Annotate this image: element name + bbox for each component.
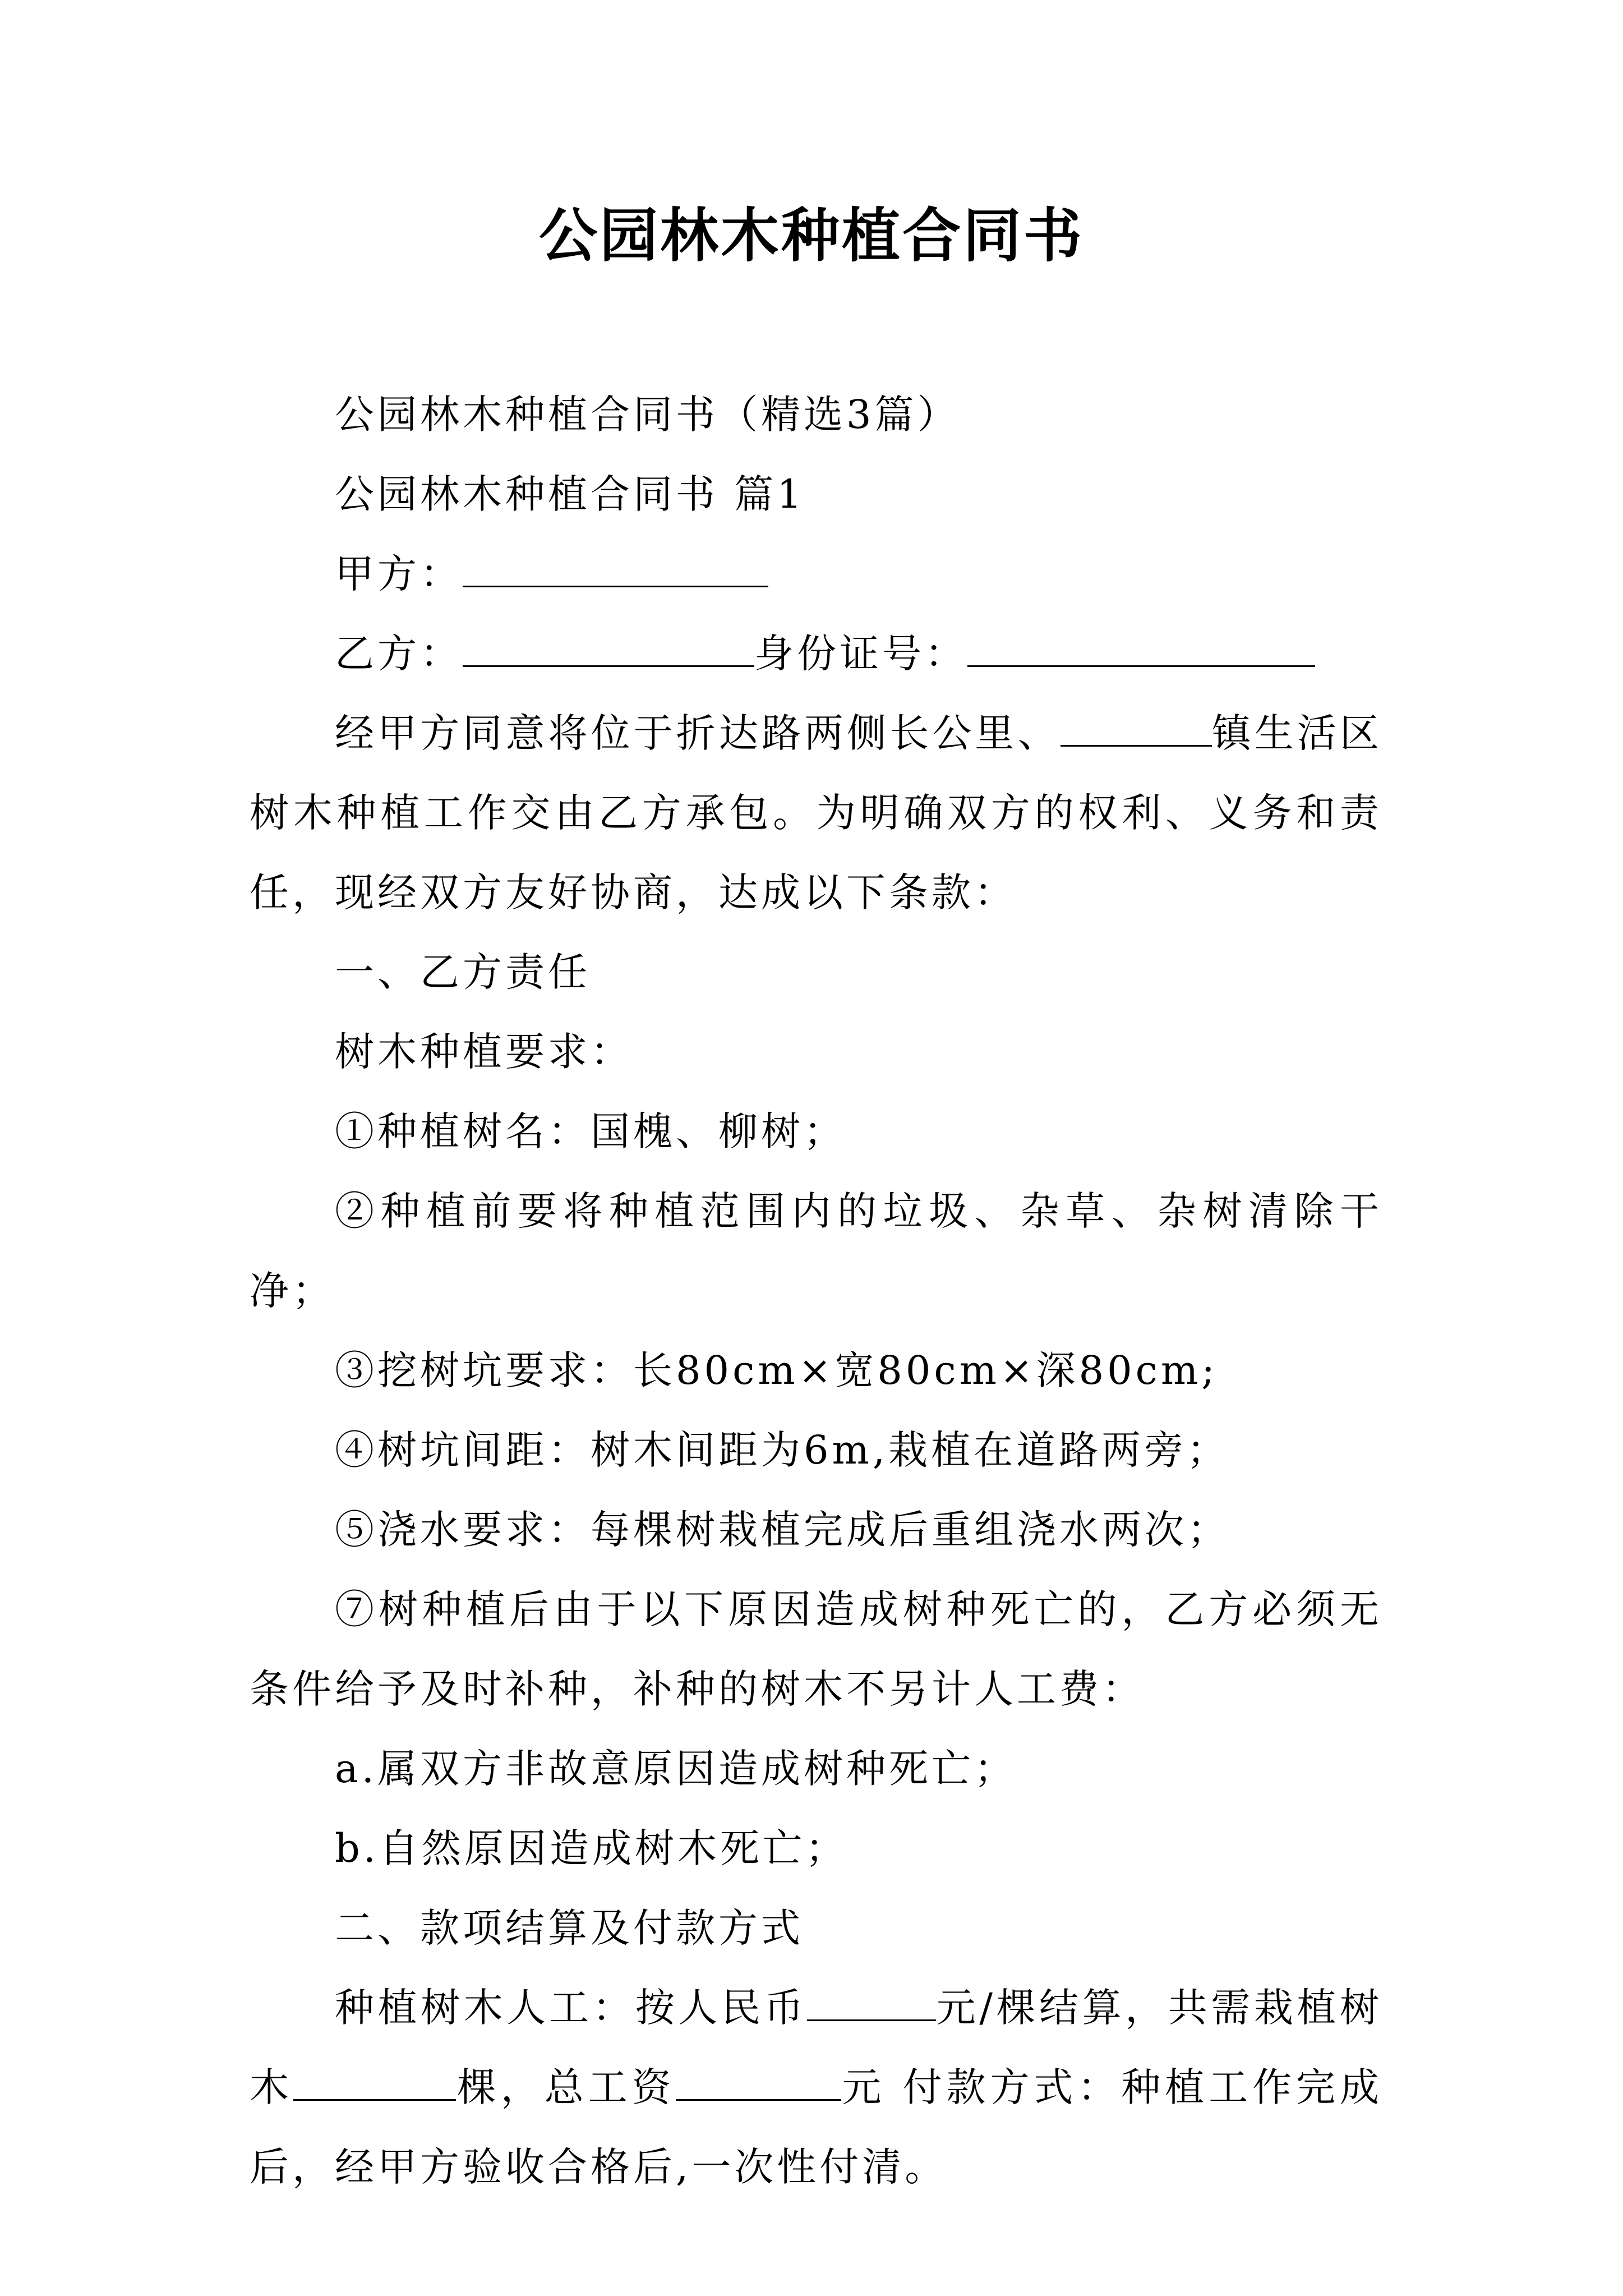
payment-part-1: 种植树木人工：按人民币	[335, 1985, 808, 2031]
id-label: 身份证号：	[754, 631, 967, 677]
total-wage-blank	[676, 2064, 841, 2101]
party-a-blank	[463, 551, 768, 587]
unit-price-blank	[807, 1985, 936, 2021]
payment-part-2: 元/棵结算，共需栽植树木	[250, 1985, 1382, 2110]
requirement-5: ⑤浇水要求：每棵树栽植完成后重组浇水两次；	[335, 1507, 1230, 1553]
document-body	[250, 375, 1382, 2207]
intro-paragraph	[250, 693, 1382, 932]
sub-item-a: a.属双方非故意原因造成树种死亡；	[335, 1746, 1017, 1792]
intro-part-2: 镇生活区树木种植工作交由乙方承包。为明确双方的权利、义务和责任，现经双方友好协商，达成以下条款：	[250, 710, 1383, 915]
section-title: 公园林木种植合同书 篇1	[335, 471, 805, 517]
party-b-blank	[463, 631, 754, 667]
payment-paragraph	[250, 1968, 1382, 2207]
subtitle: 公园林木种植合同书（精选3篇）	[335, 392, 960, 438]
payment-part-4: 元 付款方式：种植工作完成后，经甲方验收合格后,一次性付清。	[250, 2064, 1382, 2190]
party-b-line	[250, 614, 1382, 693]
payment-part-3: 棵，总工资	[455, 2064, 676, 2110]
party-b-label: 乙方：	[335, 631, 463, 677]
intro-part-1: 经甲方同意将位于折达路两侧长公里、	[335, 710, 1061, 756]
requirement-2: ②种植前要将种植范围内的垃圾、杂草、杂树清除干净；	[250, 1188, 1382, 1314]
heading-2: 二、款项结算及付款方式	[335, 1905, 804, 1951]
id-blank	[967, 631, 1315, 667]
heading-1: 一、乙方责任	[335, 949, 591, 995]
requirement-7: ⑦树种植后由于以下原因造成树种死亡的，乙方必须无条件给予及时补种，补种的树木不另计人工费：	[250, 1586, 1382, 1712]
document-title: 公园林木种植合同书	[538, 201, 1084, 270]
requirements-title: 树木种植要求：	[335, 1029, 633, 1075]
sub-item-b: b.自然原因造成树木死亡；	[335, 1825, 849, 1871]
town-blank	[1061, 710, 1212, 747]
party-a-line	[250, 534, 1382, 614]
requirement-4: ④树坑间距：树木间距为6m,栽植在道路两旁；	[335, 1427, 1230, 1473]
requirement-1: ①种植树名：国槐、柳树；	[335, 1108, 846, 1154]
party-a-label: 甲方：	[335, 551, 463, 597]
tree-count-blank	[293, 2064, 456, 2101]
requirement-3: ③挖树坑要求：长80cm×宽80cm×深80cm;	[335, 1347, 1218, 1393]
